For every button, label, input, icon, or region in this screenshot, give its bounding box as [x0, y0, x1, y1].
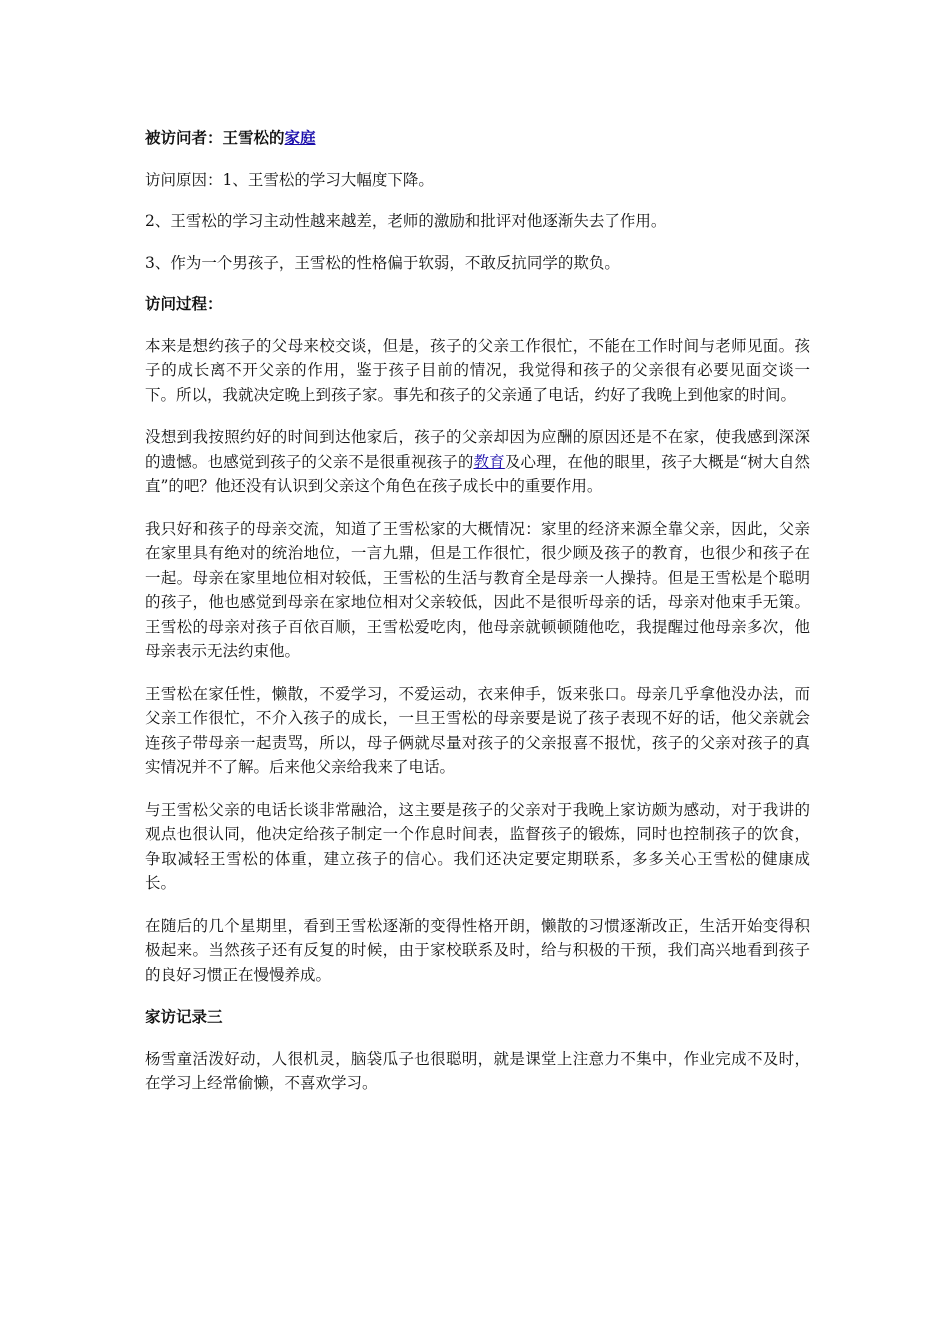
- interviewee-prefix: 被访问者：王雪松的: [145, 129, 285, 147]
- paragraph-2-before: 没想到我按照约好的时间到达他家后，孩子的父亲却因为应酬的原因还是不在家，使我感到深深的遗憾。也感觉到孩子的父亲不是很重视孩子的: [145, 428, 810, 471]
- reason-2: 2、王雪松的学习主动性越来越差，老师的激励和批评对他逐渐失去了作用。: [145, 212, 667, 230]
- process-heading: 访问过程：: [145, 295, 223, 313]
- reason-1: 访问原因：1、王雪松的学习大幅度下降。: [145, 170, 434, 189]
- interviewee-line: [145, 126, 810, 151]
- paragraph-5: 与王雪松父亲的电话长谈非常融洽，这主要是孩子的父亲对于我晚上家访颇为感动，对于我讲的观点也很认同，他决定给孩子制定一个作息时间表，监督孩子的锻炼，同时也控制孩子的饮食，争取减轻王雪松的体重，建立孩子的信心。我们还决定要定期联系，多多关心王雪松的健康成长。: [145, 800, 810, 892]
- paragraph-1: 本来是想约孩子的父母来校交谈，但是，孩子的父亲工作很忙，不能在工作时间与老师见面。孩子的成长离不开父亲的作用，鉴于孩子目前的情况，我觉得和孩子的父亲很有必要见面交谈一下。所以，我就决定晚上到孩子家。事先和孩子的父亲通了电话，约好了我晚上到他家的时间。: [145, 336, 810, 404]
- paragraph-2: [145, 425, 810, 499]
- paragraph-6: 在随后的几个星期里，看到王雪松逐渐的变得性格开朗，懒散的习惯逐渐改正，生活开始变得积极起来。当然孩子还有反复的时候，由于家校联系及时，给与积极的干预，我们高兴地看到孩子的良好习惯正在慢慢养成。: [145, 916, 810, 984]
- family-link[interactable]: 家庭: [284, 129, 316, 147]
- paragraph-4: 王雪松在家任性，懒散，不爱学习，不爱运动，衣来伸手，饭来张口。母亲几乎拿他没办法，而父亲工作很忙，不介入孩子的成长，一旦王雪松的母亲要是说了孩子表现不好的话，他父亲就会连孩子带母亲一起责骂，所以，母子俩就尽量对孩子的父亲报喜不报忧，孩子的父亲对孩子的真实情况并不了解。后来他父亲给我来了电话。: [145, 684, 810, 776]
- document-body: [145, 126, 810, 1111]
- education-link[interactable]: 教育: [473, 452, 505, 471]
- reason-3: 3、作为一个男孩子，王雪松的性格偏于软弱，不敢反抗同学的欺负。: [145, 253, 620, 272]
- paragraph-3: 我只好和孩子的母亲交流，知道了王雪松家的大概情况：家里的经济来源全靠父亲，因此，父亲在家里具有绝对的统治地位，一言九鼎，但是工作很忙，很少顾及孩子的教育，也很少和孩子在一起。母亲在家里地位相对较低，王雪松的生活与教育全是母亲一人操持。但是王雪松是个聪明的孩子，他也感觉到母亲在家地位相对父亲较低，因此不是很听母亲的话，母亲对他束手无策。王雪松的母亲对孩子百依百顺，王雪松爱吃肉，他母亲就顿顿随他吃，我提醒过他母亲多次，他母亲表示无法约束他。: [145, 519, 810, 660]
- paragraph-2-after: 及心理，在他的眼里，孩子大概是“树大自然直”的吧？他还没有认识到父亲这个角色在孩子成长中的重要作用。: [145, 452, 810, 495]
- record-3-heading: 家访记录三: [145, 1008, 223, 1026]
- record-3-paragraph-1: 杨雪童活泼好动，人很机灵，脑袋瓜子也很聪明，就是课堂上注意力不集中，作业完成不及时，在学习上经常偷懒，不喜欢学习。: [145, 1049, 810, 1092]
